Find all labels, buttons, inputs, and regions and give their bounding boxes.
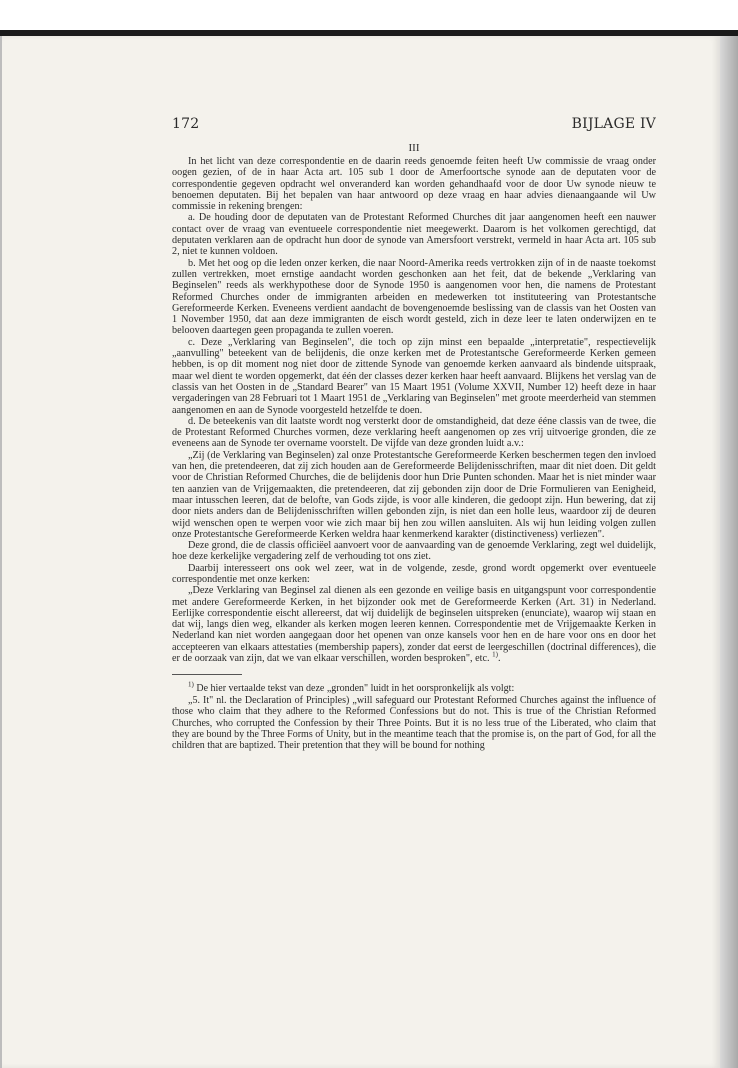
- section-number: III: [408, 142, 420, 154]
- paragraph-d: d. De beteekenis van dit laatste wordt nog versterkt door de omstandigheid, dat deze ééne classis van de twee, die de Protestant Reformed Churches vormen, deze verklaring heeft aangenomen op zes vrij uitvoerige gronden, die ze eveneens aan de Synode ter overname voorstelt. De vijfde van deze gronden luidt a.v.:: [172, 415, 656, 450]
- paragraph-c: c. Deze „Verklaring van Beginselen", die toch op zijn minst een bepaalde „interpretatie", respectievelijk „aanvulling" beteekent van de belijdenis, die onze kerken met de Protestantsche Gereformeerde Kerken gemeen hebben, is op dit moment nog niet door de zittende Synode van genoemde kerken aanvaard als bindende uitspraak, maar wel dient te worden opgemerkt, dat één der classes dezer kerken haar heeft aanvaard. Blijkens het verslag van de classis van het Oosten in de „Standard Bearer" van 15 Maart 1951 (Volume XXVII, Number 12) heeft deze in haar vergaderingen van 28 Februari tot 1 Maart 1951 de „Verklaring van Beginselen" met groote meerderheid van stemmen aangenomen en aan de Synode voorgesteld hetzelfde te doen.: [172, 336, 656, 416]
- footnote-1: [172, 683, 656, 694]
- quote-sixth-ground: „Deze Verklaring van Beginsel zal dienen als een gezonde en veilige basis en uitgangspunt voor correspondentie met andere Gereformeerde Kerken, in het bijzonder ook met de Gereformeerde Kerken (Art. 31) in Nederland. Eerlijke correspondentie eischt allereerst, dat wij duidelijk de beginselen uitspreken (enunciate), waarop wij staan en dat wij, langs dien weg, elkander als kerken mogen leeren kennen. Correspondentie met de Vrijgemaakte Kerken in Nederland kan niet worden aangegaan door het openen van onze kansels voor hen en de hare voor ons en door het accepteeren van elkaars attestaties (membership papers), zonder dat eerst de leergeschillen (doctrinal differences), die er de oorzaak van zijn, dat we van elkaar verschillen, worden besproken", etc. $^{1)}$.: [172, 585, 656, 665]
- footnotes: [172, 683, 656, 751]
- paragraph-sixth-intro: Daarbij interesseert ons ook wel zeer, wat in de volgende, zesde, grond wordt opgemerkt over eventueele correspondentie met onze kerken:: [172, 562, 656, 585]
- running-title: BIJLAGE IV: [571, 116, 656, 132]
- quote-sixth-text: „Deze Verklaring van Beginsel zal dienen als een gezonde en veilige basis en uitgangspunt voor correspondentie met andere Gereformeerde Kerken, in het bijzonder ook met de Gereformeerde Kerken (Art. 31) in Nederland. Eerlijke correspondentie eischt allereerst, dat wij duidelijk de beginselen uitspreken (enunciate), waarop wij staan en dat wij, langs dien weg, elkander als kerken mogen leeren kennen. Correspondentie met de Vrijgemaakte Kerken in Nederland kan niet worden aangegaan door het openen van onze kansels voor hen en de hare voor ons en door het accepteeren van elkaars attestaties (membership papers), zonder dat eerst de leergeschillen (doctrinal differences), die er de oorzaak van zijn, dat we van elkaar verschillen, worden besproken", etc.: [172, 585, 656, 665]
- quote-fifth-ground: „Zij (de Verklaring van Beginselen) zal onze Protestantsche Gereformeerde Kerken beschermen tegen den invloed van hen, die pretendeeren, dat zij zich houden aan de Gereformeerde Belijdenisschriften, maar dit niet doen. Dit geldt voor de Christian Reformed Churches, die de belijdenis door hun Drie Punten schonden. Maar het is niet minder waar ten aanzien van de Vrijgemaakten, die pretendeeren, dat zij gebonden zijn door de Drie Formulieren van Eenigheid, maar intusschen leeren, dat de belofte, van Gods zijde, is voor alle kinderen, die gedoopt zijn. Hun bewering, dat zij door niets anders dan de Belijdenisschriften willen gebonden zijn, is niet dan een holle leus, waardoor zij de deuren wijd wenschen open te werpen voor wie zich maar bij hen zou willen aansluiten. Als wij hun leiding volgen zullen onze Protestantsche Gereformeerde Kerken weldra haar kenmerkend karakter (distinctiveness) verliezen".: [172, 449, 656, 540]
- page-content: [172, 116, 656, 752]
- paragraph-intro: In het licht van deze correspondentie en de daarin reeds genoemde feiten heeft Uw commissie de vraag onder oogen gezien, of de in haar Acta art. 105 sub 1 door de Amerfoortsche synode aan de deputaten voor de correspondentie gegeven opdracht wel onveranderd kan worden gehandhaafd voor de door Uw synode nieuw te benoemen deputaten. Bij het bepalen van haar antwoord op deze vraag en haar advies dienaangaande wil Uw commissie in rekening brengen:: [172, 156, 656, 213]
- paragraph-b: b. Met het oog op die leden onzer kerken, die naar Noord-Amerika reeds vertrokken zijn of in de naaste toekomst zullen vertrekken, moet ernstige aandacht worden geschonken aan het feit, dat de bekende „Verklaring van Beginselen" reeds als werkhypothese door de Synode 1950 is aangenomen voor hen, die namens de Protestant Reformed Churches onder de immigranten arbeiden en medewerken tot instituteering van Protestantsche Gereformeerde Kerken. Eveneens verdient aandacht de bovengenoemde beslissing van de classis van het Oosten van 1 November 1950, dat aan deze immigranten de eisch wordt gesteld, zich in deze leer te laten onderwijzen en te belooven daartegen geen propaganda te zullen voeren.: [172, 257, 656, 337]
- paragraph-ground-comment: Deze grond, die de classis officiëel aanvoert voor de aanvaarding van de genoemde Verklaring, zegt wel duidelijk, hoe deze kerkelijke vergadering zelf de verhouding tot ons ziet.: [172, 540, 656, 563]
- page-number: 172: [172, 116, 200, 132]
- body-text: [172, 156, 656, 664]
- page-shadow: [720, 36, 738, 1068]
- footnote-ref: 1): [492, 650, 498, 659]
- page-header: [172, 116, 656, 132]
- footnote-marker: 1): [188, 681, 194, 690]
- footnote-1-text: De hier vertaalde tekst van deze „gronden" luidt in het oorspronkelijk als volgt:: [196, 683, 515, 695]
- footnote-1-quote: „5. It" nl. the Declaration of Principles) „will safeguard our Protestant Reformed Churches against the influence of those who claim that they adhere to the Reformed Confessions but do not. This is true of the Christian Reformed Churches, who corrupted the Confession by their Three Points. But it is no less true of the Liberated, who claim that they are bound by the Three Forms of Unity, but in the meantime teach that the promise is, on the part of God, for all the children that are baptized. Their pretention that they will be bound for nothing: [172, 694, 656, 752]
- footnote-rule: [172, 674, 242, 675]
- paragraph-a: a. De houding door de deputaten van de Protestant Reformed Churches dit jaar aangenomen heeft een nauwer contact over de vraag van eventueele correspondentie niet meegewerkt. Daarom is het volkomen gerechtigd, dat deputaten verklaren aan de opdracht hun door de synode van Amersfoort verstrekt, vermeld in haar Acta art. 105 sub 2, niet te kunnen voldoen.: [172, 212, 656, 258]
